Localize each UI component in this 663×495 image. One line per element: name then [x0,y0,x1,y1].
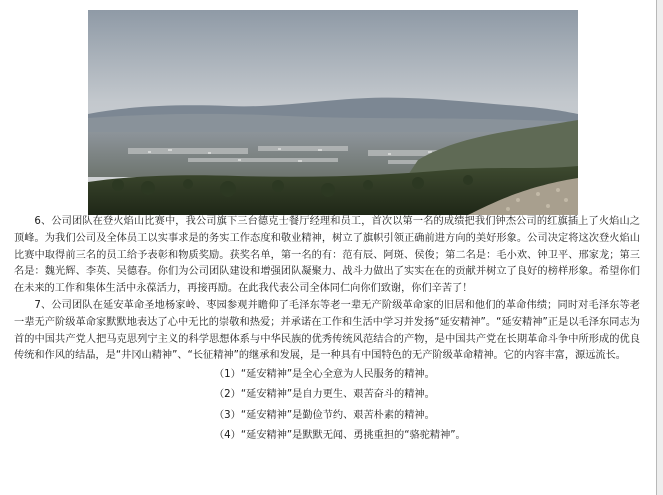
page-edge [656,0,663,495]
list-item: （2）“延安精神”是自力更生、艰苦奋斗的精神。 [214,389,435,401]
yanan-spirit-list [14,365,640,446]
list-item: （4）“延安精神”是默默无闻、勇挑重担的“骆驼精神”。 [214,429,466,441]
paragraph-fire-mountain-race: 6、公司团队在登火焰山比赛中，我公司旗下三台德克士餐厅经理和员工，首次以第一名的成绩把我们钟杰公司的红旗插上了火焰山之顶峰。为我们公司及全体员工以实事求是的务实工作态度和敬业精神，树立了旗帜引领正确前进方向的美好形象。公司决定将这次登火焰山比赛中取得前三名的员工给予表彰和物质奖励。获奖名单，第一名的有：范有辰、阿斑、侯俊；第二名是：毛小欢、钟卫平、邢家龙；第三名是：魏光辉、李英、吴德春。你们为公司团队建设和增强团队凝聚力、战斗力做出了实实在在的贡献并树立了良好的榜样形象。希望你们在未来的工作和集体生活中永葆活力，再接再励。在此我代表公司全体同仁向你们致谢，你们辛苦了！ [14,216,640,295]
landscape-photo [88,10,578,215]
paragraph-yanan-visit: 7、公司团队在延安革命圣地杨家岭、枣园参观并瞻仰了毛泽东等老一辈无产阶级革命家的旧居和他们的革命伟绩；同时对毛泽东等老一辈无产阶级革命家默默地表达了心中无比的崇敬和热爱；并承诺在工作和生活中学习并发扬“延安精神”。“延安精神”正是以毛泽东同志为首的中国共产党人把马克思列宁主义的科学思想体系与中华民族的优秀传统风范结合的产物，是中国共产党在长期革命斗争中所形成的优良传统和作风的结晶，是“井冈山精神”、“长征精神”的继承和发展，是一种具有中国特色的无产阶级革命精神。它的内容丰富，源远流长。 [14,299,640,362]
list-item: （1）“延安精神”是全心全意为人民服务的精神。 [214,369,435,381]
list-item: （3）“延安精神”是勤俭节约、艰苦朴素的精神。 [214,409,435,421]
document-body [14,214,640,446]
